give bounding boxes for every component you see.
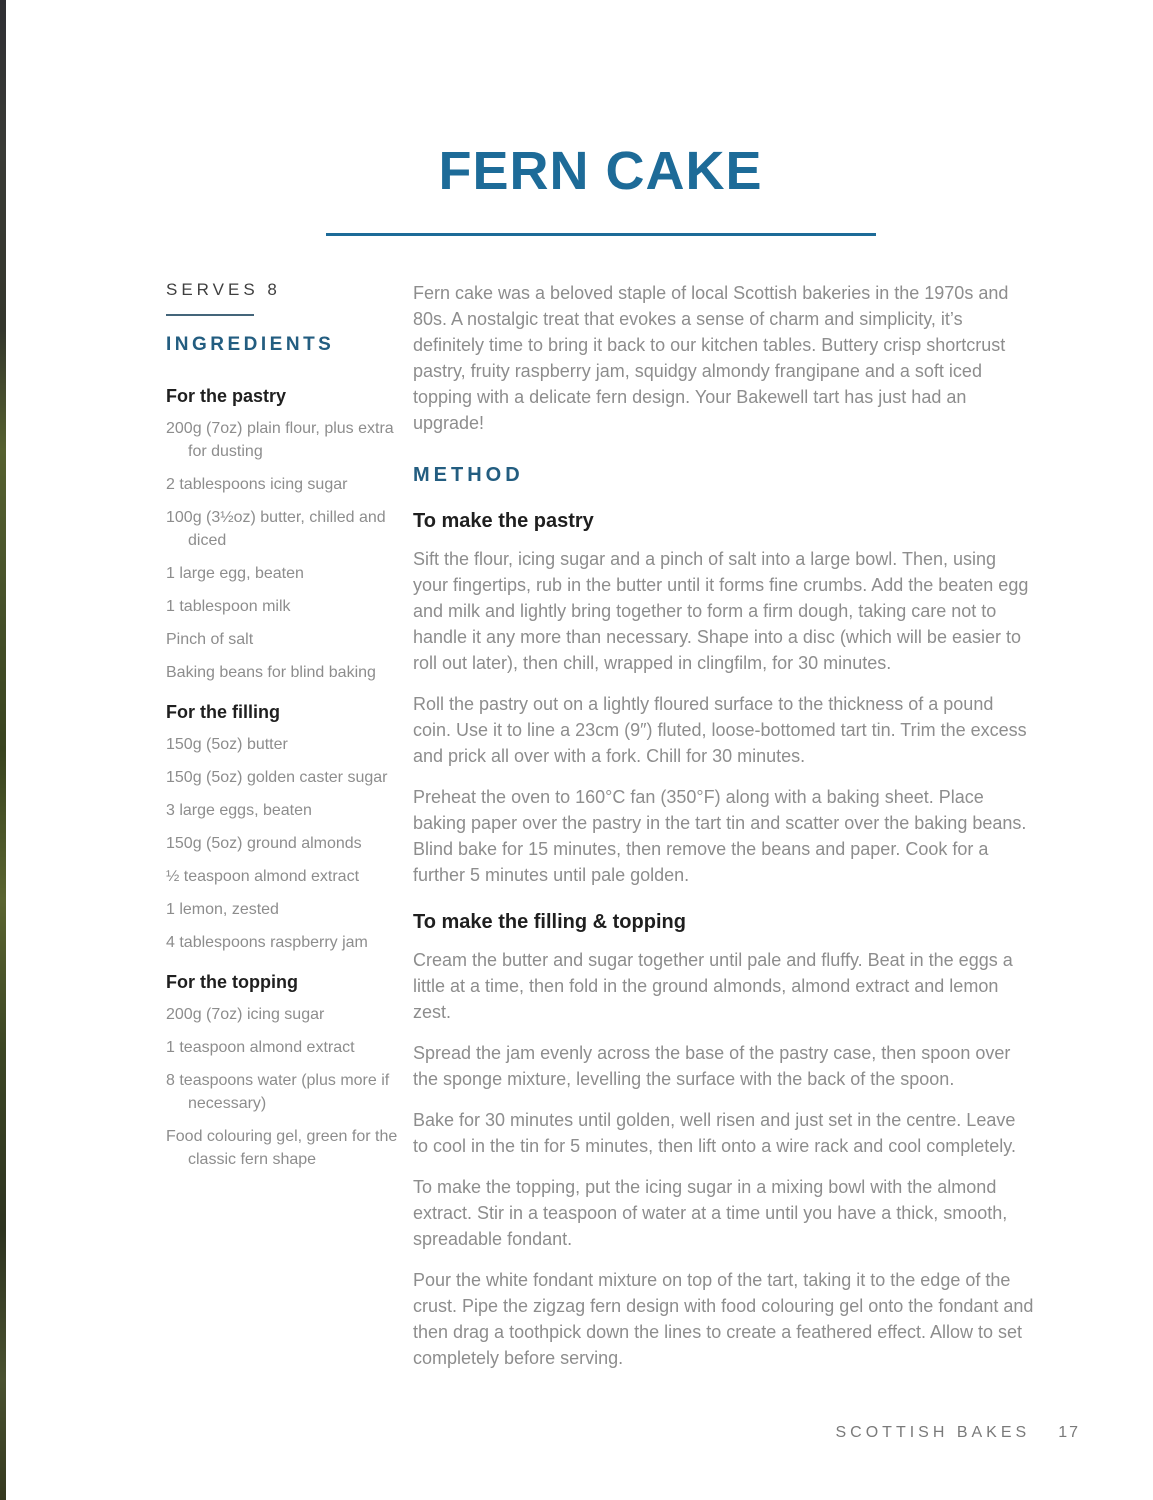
ingredient-item: 2 tablespoons icing sugar [166, 476, 348, 493]
ingredients-heading: INGREDIENTS [166, 334, 335, 355]
ingredient-group-filling [166, 702, 401, 954]
ingredient-item: 100g (3½oz) butter, chilled and diced [166, 509, 386, 549]
method-column [413, 280, 1035, 1386]
title-divider [326, 233, 876, 236]
ingredient-item: 1 tablespoon milk [166, 598, 291, 615]
serves-label: SERVES 8 [166, 280, 281, 299]
method-section-pastry [413, 510, 1035, 888]
book-edge-strip [0, 0, 6, 1500]
method-paragraph: To make the topping, put the icing sugar in a mixing bowl with the almond extract. Stir in a teaspoon of water at a time until you have a thick, smooth, spreadable fondant. [413, 1177, 1008, 1249]
ingredient-group-heading: For the filling [166, 702, 280, 722]
ingredient-item: 150g (5oz) ground almonds [166, 835, 362, 852]
method-paragraph: Cream the butter and sugar together until pale and fluffy. Beat in the eggs a little at a time, then fold in the ground almonds, almond extract and lemon zest. [413, 950, 1013, 1022]
footer-section-label: SCOTTISH BAKES [835, 1424, 1031, 1441]
ingredient-item: 150g (5oz) golden caster sugar [166, 769, 388, 786]
method-step-heading: To make the filling & topping [413, 911, 686, 933]
method-paragraph: Pour the white fondant mixture on top of the tart, taking it to the edge of the crust. Pipe the zigzag fern design with food colouring gel onto the fondant and then drag a toothpick down the lines to create a feathered effect. Allow to set completely before serving. [413, 1270, 1034, 1368]
ingredient-group-heading: For the pastry [166, 386, 287, 406]
page-title: FERN CAKE [438, 141, 763, 201]
serves-divider [166, 314, 254, 316]
ingredient-item: 200g (7oz) icing sugar [166, 1006, 325, 1023]
method-section-filling-topping [413, 911, 1035, 1371]
footer-page-number: 17 [1058, 1424, 1080, 1441]
method-step-heading: To make the pastry [413, 510, 594, 532]
two-column-layout [166, 280, 1035, 1386]
method-paragraph: Preheat the oven to 160°C fan (350°F) along with a baking sheet. Place baking paper over the pastry in the tart tin and scatter over the baking beans. Blind bake for 15 minutes, then remove the beans and paper. Cook for a further 5 minutes until pale golden. [413, 787, 1027, 885]
ingredient-item: 1 teaspoon almond extract [166, 1039, 355, 1056]
ingredient-group-pastry [166, 386, 401, 684]
ingredient-item: 1 lemon, zested [166, 901, 279, 918]
recipe-intro: Fern cake was a beloved staple of local Scottish bakeries in the 1970s and 80s. A nostalgic treat that evokes a sense of charm and simplicity, it’s definitely time to bring it back to our kitchen tables. Buttery crisp shortcrust pastry, fruity raspberry jam, squidgy almondy frangipane and a soft iced topping with a delicate fern design. Your Bakewell tart has just had an upgrade! [413, 283, 1009, 433]
ingredient-group-topping [166, 972, 401, 1171]
ingredient-item: 8 teaspoons water (plus more if necessary) [166, 1072, 390, 1112]
ingredient-item: 3 large eggs, beaten [166, 802, 312, 819]
ingredient-item: ½ teaspoon almond extract [166, 868, 360, 885]
ingredient-item: 200g (7oz) plain flour, plus extra for dusting [166, 420, 394, 460]
ingredients-sidebar [166, 280, 401, 1386]
method-paragraph: Roll the pastry out on a lightly floured surface to the thickness of a pound coin. Use it to line a 23cm (9″) fluted, loose-bottomed tart tin. Trim the excess and prick all over with a fork. Chill for 30 minutes. [413, 694, 1027, 766]
method-paragraph: Sift the flour, icing sugar and a pinch of salt into a large bowl. Then, using your fingertips, rub in the butter until it forms fine crumbs. Add the beaten egg and milk and lightly bring together to form a firm dough, taking care not to handle it any more than necessary. Shape into a disc (which will be easier to roll out later), then chill, wrapped in clingfilm, for 30 minutes. [413, 549, 1029, 673]
ingredient-item: 1 large egg, beaten [166, 565, 304, 582]
ingredient-group-heading: For the topping [166, 972, 298, 992]
ingredient-item: Food colouring gel, green for the classic fern shape [166, 1128, 398, 1168]
method-paragraph: Spread the jam evenly across the base of the pastry case, then spoon over the sponge mixture, levelling the surface with the back of the spoon. [413, 1043, 1011, 1089]
ingredient-item: 150g (5oz) butter [166, 736, 288, 753]
method-paragraph: Bake for 30 minutes until golden, well risen and just set in the centre. Leave to cool in the tin for 5 minutes, then lift onto a wire rack and cool completely. [413, 1110, 1016, 1156]
page-footer [836, 1424, 1081, 1442]
page-header [166, 0, 1035, 236]
ingredient-item: 4 tablespoons raspberry jam [166, 934, 368, 951]
ingredient-item: Pinch of salt [166, 631, 254, 648]
method-heading: METHOD [413, 464, 524, 486]
ingredient-item: Baking beans for blind baking [166, 664, 376, 681]
page-content [166, 0, 1035, 1386]
